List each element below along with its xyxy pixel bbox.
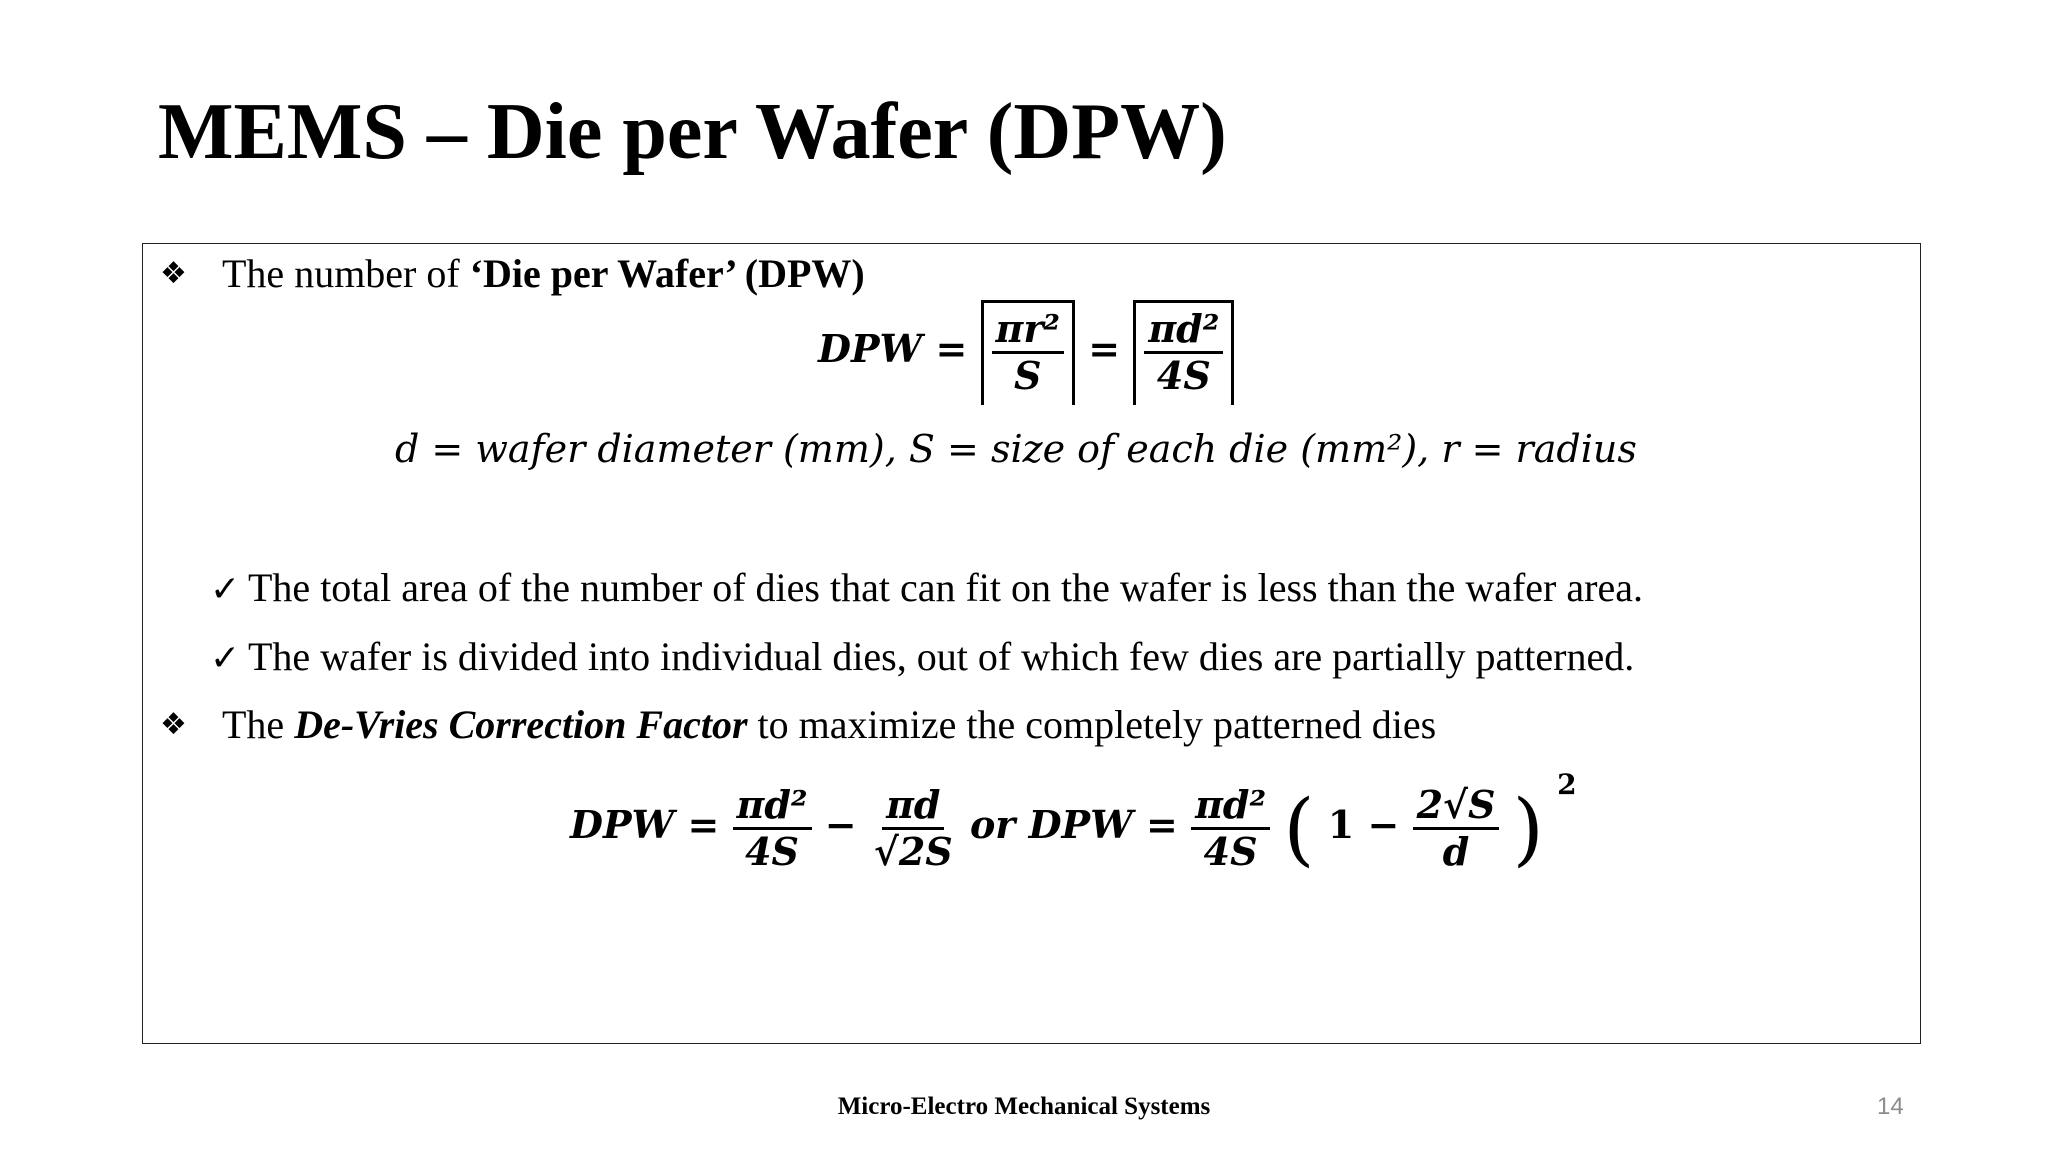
formula-1-frac1-num: πr² [992,307,1064,354]
slide-title: MEMS – Die per Wafer (DPW) [158,88,1227,176]
bullet-1-bold: ‘Die per Wafer’ (DPW) [469,251,865,296]
def-r-symbol: r [1441,427,1460,471]
bullet-2-suffix: to maximize the completely patterned dies [747,702,1437,747]
footer-course-title: Micro-Electro Mechanical Systems [837,1093,1211,1120]
formula-2-minus: − [824,802,857,847]
bullet-de-vries [160,702,1437,747]
bullet-die-per-wafer [160,251,865,296]
left-paren: ( [1283,782,1315,875]
formula-1-frac1-den: S [1014,352,1042,398]
formula-2-d-den: d [1442,829,1470,874]
formula-1-frac2-den: 4S [1156,352,1211,398]
checkmark-icon: ✓ [210,569,241,610]
diamond-bullet-icon: ❖ [160,256,187,291]
formula-1-lhs: DPW [818,326,923,372]
formula-2-d-num: 2√S [1413,783,1500,830]
check-item-total-area [210,565,1643,610]
def-d-text: wafer diameter (mm), [475,427,897,471]
bullet-2-emph: De-Vries Correction Factor [294,702,748,747]
formula-2-lhs: DPW [570,802,675,847]
dpw-formula-basic [818,300,1234,405]
formula-2-or: or [969,802,1016,847]
variable-definitions: d = wafer diameter (mm), S = size of each die (mm²), r = radius [395,427,1637,471]
formula-2-a-den: 4S [745,829,799,874]
bullet-1-prefix: The number of [222,251,470,296]
right-paren: ) [1512,782,1544,875]
bullet-2-prefix: The [222,702,295,747]
check-item-divided-dies [210,634,1635,679]
formula-2-c-num: πd² [1191,783,1270,830]
formula-2-a-num: πd² [733,783,812,830]
diamond-bullet-icon: ❖ [160,707,187,742]
def-r-text: radius [1515,427,1637,471]
ceiling-bracket-1 [981,300,1075,405]
dpw-formula-de-vries: DPW = $\frac{\text{πd²}}{4S}$ − $\frac{\pi d}{√2S}$ or DPW = $\frac{\text{πd²}}{4S}$ ( 1 − $\frac{2√S}{d}$ ) $^2$ [570,768,1577,875]
formula-2-one: 1 [1327,802,1355,847]
formula-2-exponent: 2 [1557,768,1577,802]
def-s-text: size of each die (mm²), [990,427,1430,471]
ceiling-bracket-2 [1133,300,1234,405]
formula-1-frac2-num: πd² [1144,307,1223,354]
check-item-2-text: The wafer is divided into individual dies, out of which few dies are partially patterned. [248,634,1635,679]
formula-1-equals-2: = [1088,326,1121,372]
def-d-symbol: d [395,427,420,471]
formula-2-lhs2: DPW [1028,802,1133,847]
formula-2-b-num: πd [882,783,944,830]
check-item-1-text: The total area of the number of dies that can fit on the wafer is less than the wafer area. [248,565,1643,610]
page-number: 14 [1877,1093,1904,1120]
checkmark-icon: ✓ [210,638,241,679]
formula-2-c-den: 4S [1203,829,1258,874]
formula-1-equals: = [935,326,968,372]
def-s-symbol: S [908,427,935,471]
formula-2-b-den: √2S [873,829,953,874]
